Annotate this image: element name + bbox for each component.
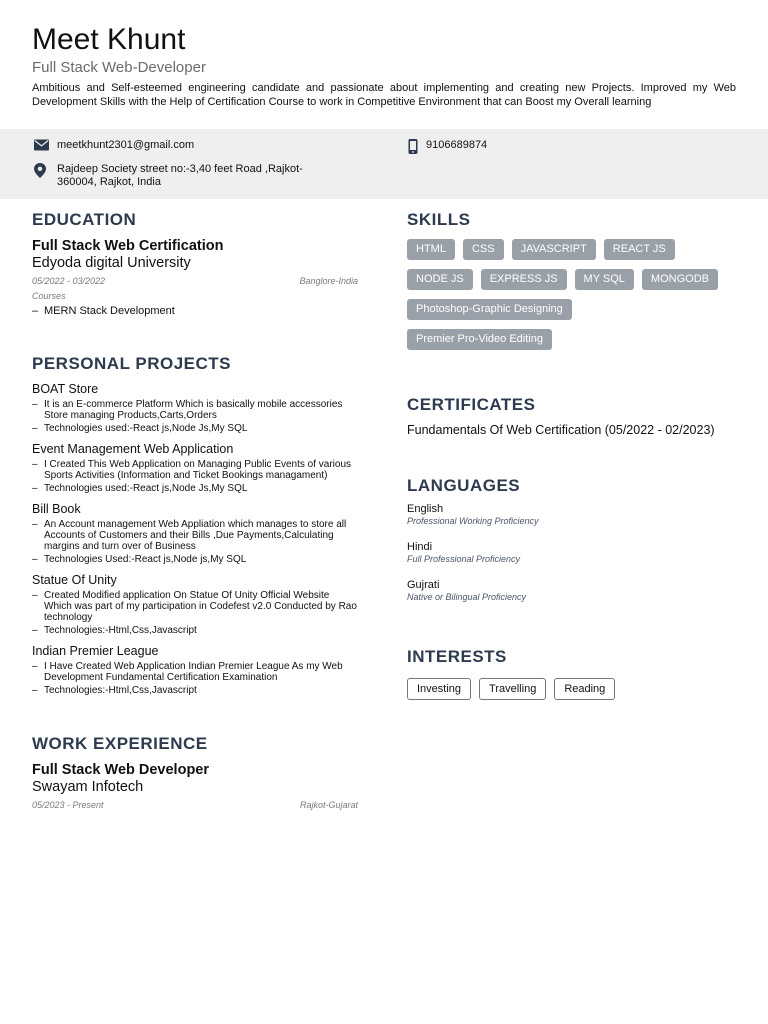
left-column xyxy=(32,210,358,811)
skill-tag: NODE JS xyxy=(407,269,473,290)
education-meta xyxy=(32,276,358,287)
project-bullet: – Technologies used:-React js,Node Js,My SQL xyxy=(32,483,358,494)
project-item xyxy=(32,573,358,636)
resume-header xyxy=(32,22,736,109)
skill-tag: HTML xyxy=(407,239,455,260)
interests-section xyxy=(407,647,747,700)
right-column xyxy=(407,210,747,700)
language-name: English xyxy=(407,503,444,515)
project-bullet: – I Created This Web Application on Managing Public Events of various Sports Activities (Information and Ticket Bookings managament) xyxy=(32,459,358,481)
interests-title: INTERESTS xyxy=(407,647,507,666)
skills-section xyxy=(407,210,747,359)
certificates-section xyxy=(407,395,747,438)
project-title: Indian Premier League xyxy=(32,644,159,658)
language-name: Hindi xyxy=(407,541,433,553)
project-item xyxy=(32,442,358,494)
email-text: meetkhunt2301@gmail.com xyxy=(57,139,195,151)
certificate-item: Fundamentals Of Web Certification (05/2022 - 02/2023) xyxy=(407,423,715,437)
work-experience-section xyxy=(32,734,358,811)
mobile-phone-icon xyxy=(408,139,418,154)
interests-list xyxy=(407,678,747,700)
education-location: Banglore-India xyxy=(299,276,358,286)
language-level: Native or Bilingual Proficiency xyxy=(407,592,527,602)
course-item: – MERN Stack Development xyxy=(32,305,358,318)
education-dates: 05/2022 - 03/2022 xyxy=(32,276,106,286)
project-bullet: – It is an E-commerce Platform Which is basically mobile accessories Store managing Products,Carts,Orders xyxy=(32,399,358,421)
contact-email[interactable] xyxy=(34,139,194,152)
address-text: Rajdeep Society street no:-3,40 feet Road ,Rajkot-360004, Rajkot, India xyxy=(57,163,303,188)
skills-title: SKILLS xyxy=(407,210,471,229)
skill-tag: MY SQL xyxy=(575,269,634,290)
skill-tag: JAVASCRIPT xyxy=(512,239,596,260)
education-title: EDUCATION xyxy=(32,210,137,229)
skills-list xyxy=(407,239,727,359)
candidate-role: Full Stack Web-Developer xyxy=(32,59,206,76)
project-bullet: – Technologies:-Html,Css,Javascript xyxy=(32,685,358,696)
work-title: WORK EXPERIENCE xyxy=(32,734,208,753)
contact-phone[interactable] xyxy=(408,139,487,154)
skill-tag: REACT JS xyxy=(604,239,675,260)
project-item xyxy=(32,644,358,696)
skill-tag: Premier Pro-Video Editing xyxy=(407,329,552,350)
language-item xyxy=(407,541,583,565)
location-pin-icon xyxy=(34,163,46,178)
language-item xyxy=(407,579,583,603)
certificates-title: CERTIFICATES xyxy=(407,395,536,414)
project-bullet: – I Have Created Web Application Indian Premier League As my Web Development Fundamental Certification Examination xyxy=(32,661,358,683)
language-name: Gujrati xyxy=(407,579,440,591)
project-bullet: – Technologies used:-React js,Node Js,My SQL xyxy=(32,423,358,434)
candidate-name: Meet Khunt xyxy=(32,23,186,56)
education-school: Edyoda digital University xyxy=(32,255,191,271)
contact-band xyxy=(0,129,768,199)
phone-text: 9106689874 xyxy=(426,139,488,151)
project-title: Bill Book xyxy=(32,502,81,516)
work-location: Rajkot-Gujarat xyxy=(299,800,358,810)
language-level: Full Professional Proficiency xyxy=(407,554,521,564)
language-item xyxy=(407,503,583,527)
project-title: Event Management Web Application xyxy=(32,442,234,456)
language-level: Professional Working Proficiency xyxy=(407,516,539,526)
project-title: BOAT Store xyxy=(32,382,99,396)
profile-summary: Ambitious and Self-esteemed engineering candidate and passionate about implementing and creating new Projects. Improved my Web Development Skills with the Help of Certification Course to work in Competitive Environment that can Boost my Overall learning xyxy=(32,82,736,108)
skill-tag: MONGODB xyxy=(642,269,718,290)
education-section xyxy=(32,210,358,318)
job-title: Full Stack Web Developer xyxy=(32,762,210,778)
work-meta xyxy=(32,800,358,811)
work-dates: 05/2023 - Present xyxy=(32,800,104,810)
envelope-icon xyxy=(34,139,49,151)
skill-tag: EXPRESS JS xyxy=(481,269,567,290)
project-bullet: – Technologies:-Html,Css,Javascript xyxy=(32,625,358,636)
project-title: Statue Of Unity xyxy=(32,573,117,587)
projects-section xyxy=(32,354,358,696)
interest-tag: Reading xyxy=(554,678,615,700)
languages-title: LANGUAGES xyxy=(407,476,521,495)
languages-list xyxy=(407,503,747,617)
courses-label: Courses xyxy=(32,291,66,301)
skill-tag: Photoshop-Graphic Designing xyxy=(407,299,572,320)
project-bullet: – An Account management Web Appliation which manages to store all Accounts of Customers and their Bills ,Due Payments,Calculating margins and turn over of Business xyxy=(32,519,358,552)
project-bullet: – Technologies Used:-React js,Node js,My SQL xyxy=(32,554,358,565)
project-item xyxy=(32,382,358,434)
education-degree: Full Stack Web Certification xyxy=(32,238,224,254)
languages-section xyxy=(407,476,747,617)
company-name: Swayam Infotech xyxy=(32,779,144,795)
contact-address xyxy=(34,163,334,189)
projects-title: PERSONAL PROJECTS xyxy=(32,354,232,373)
interest-tag: Investing xyxy=(407,678,471,700)
interest-tag: Travelling xyxy=(479,678,546,700)
project-bullet: – Created Modified application On Statue Of Unity Official Website Which was part of my participation in Codefest v2.0 Conducted by Rao technology xyxy=(32,590,358,623)
project-item xyxy=(32,502,358,565)
skill-tag: CSS xyxy=(463,239,504,260)
